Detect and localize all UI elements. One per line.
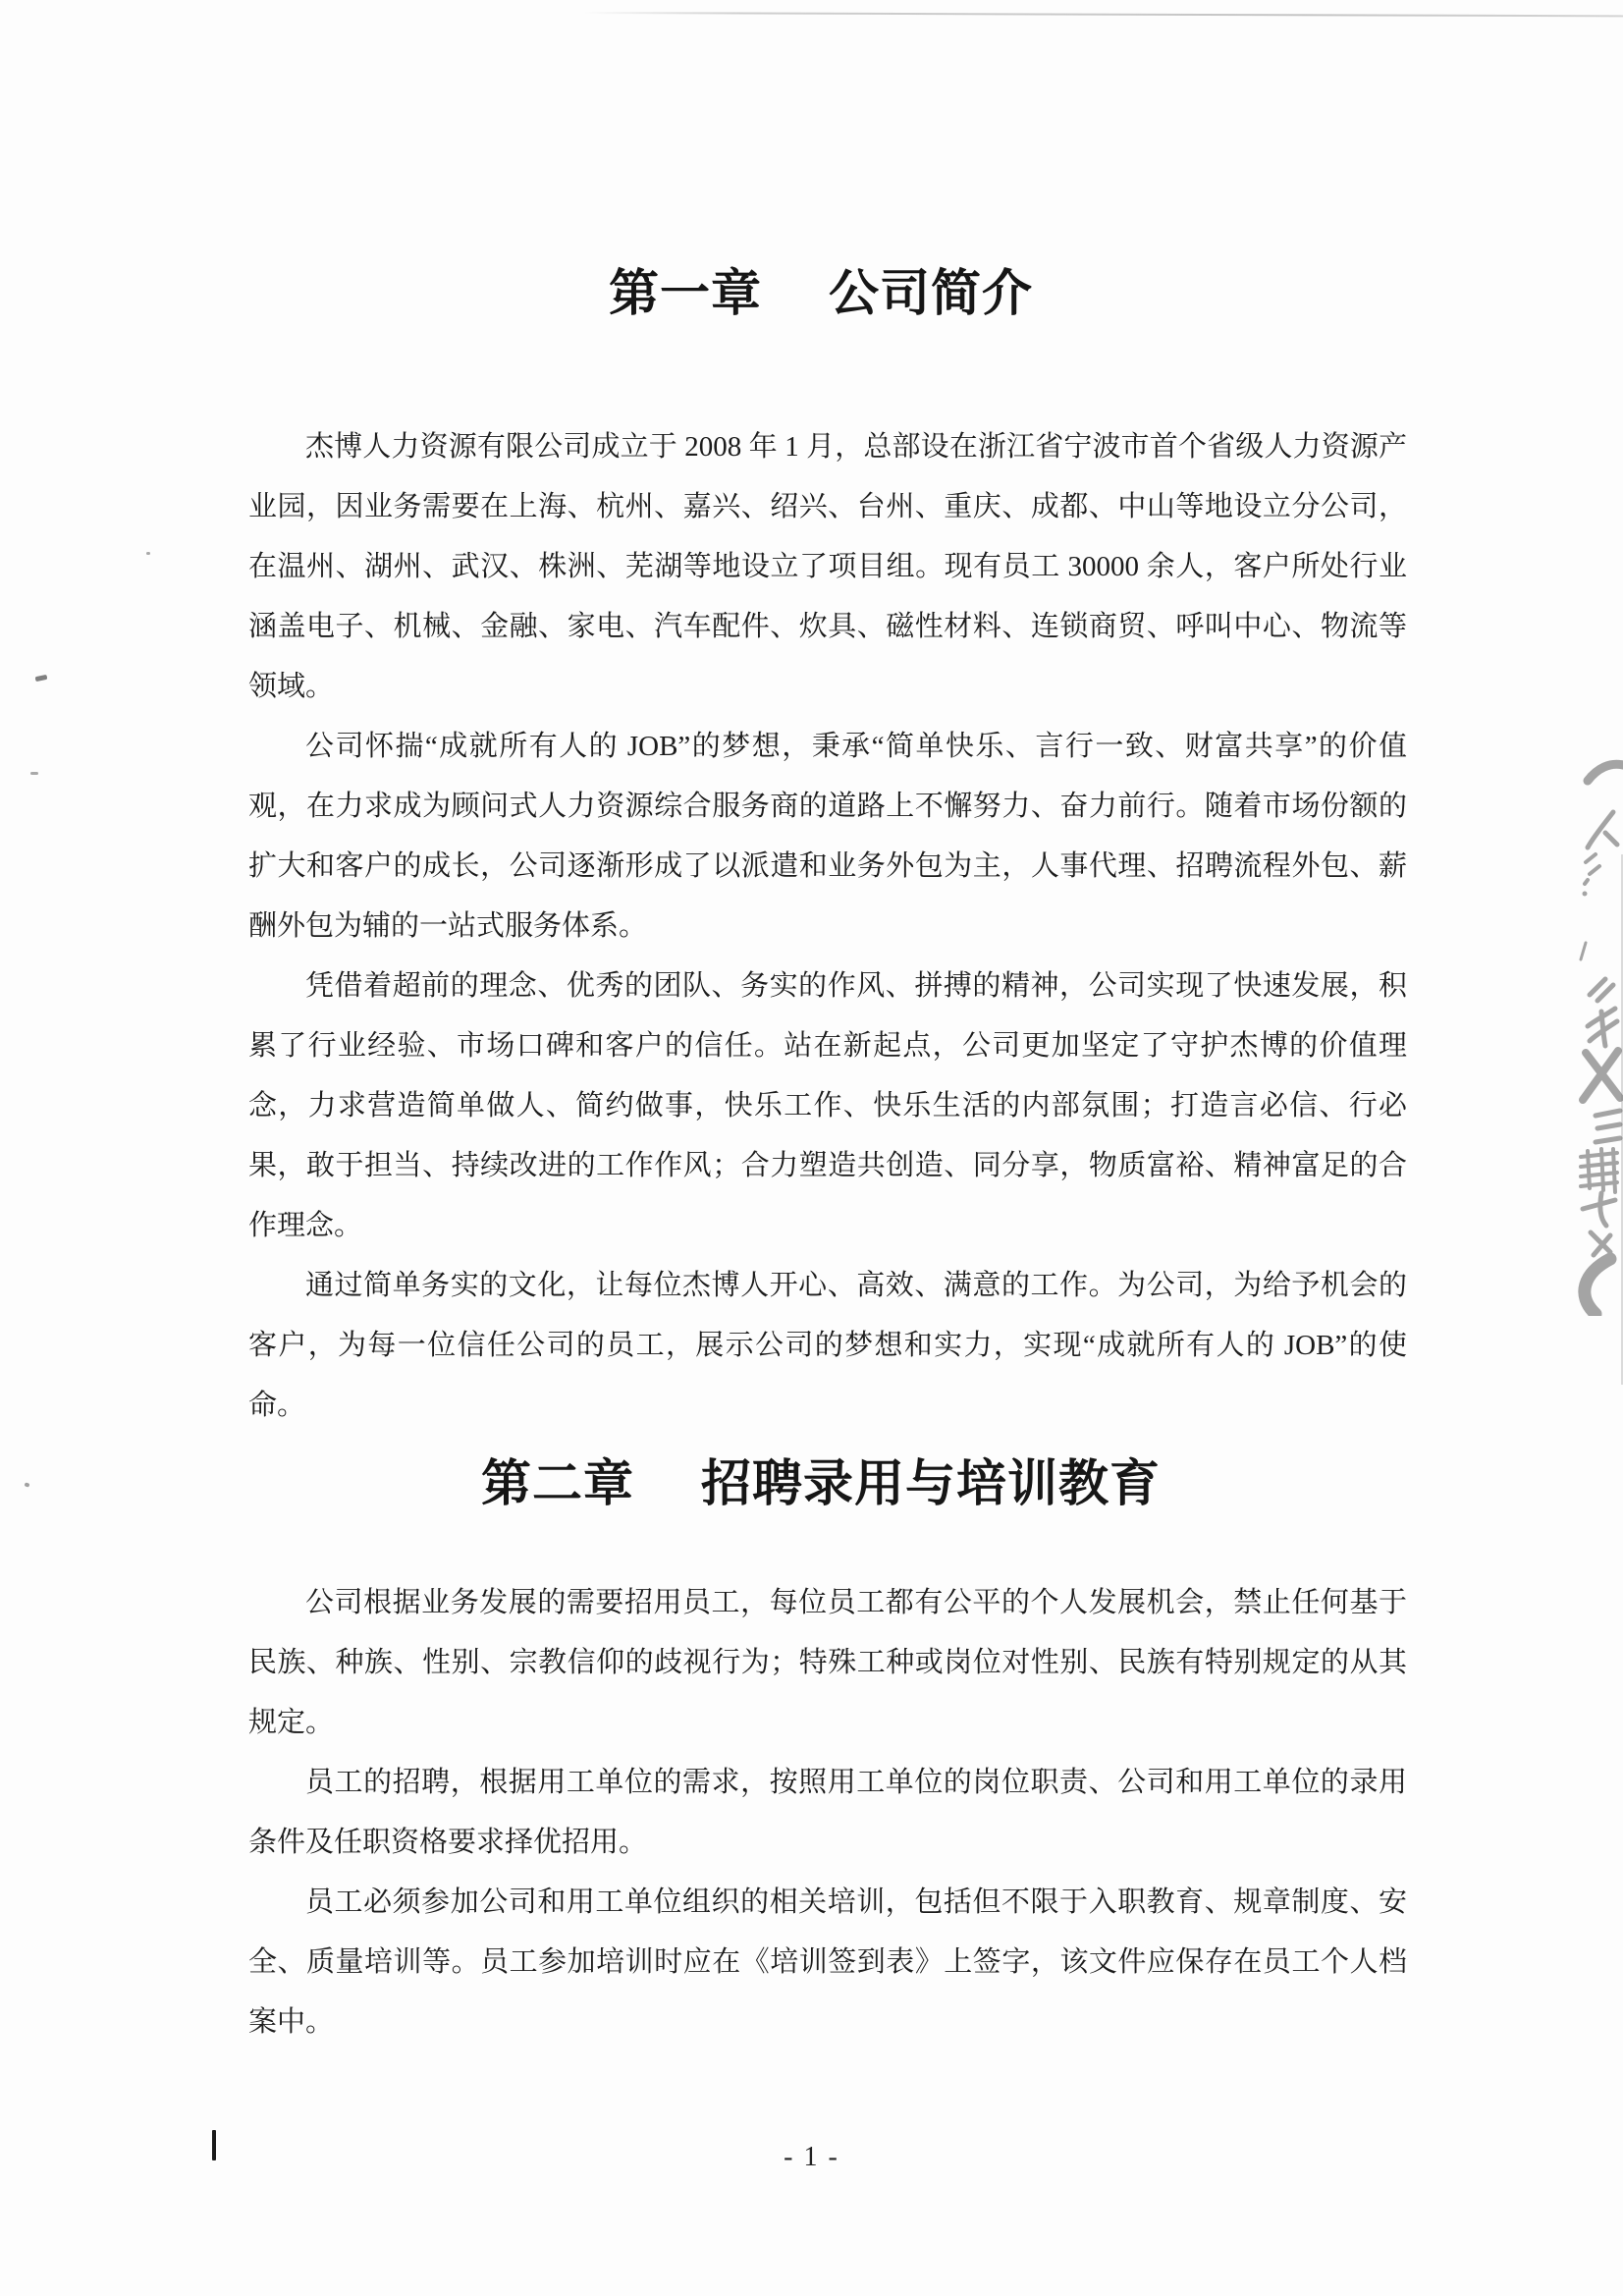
chapter-1-number: 第一章 bbox=[608, 267, 762, 322]
scan-speck bbox=[30, 772, 38, 775]
paragraph: 员工必须参加公司和用工单位组织的相关培训，包括但不限于入职教育、规章制度、安全、质量培训等。员工参加培训时应在《培训签到表》上签字，该文件应保存在员工个人档案中。 bbox=[248, 1886, 1407, 2038]
handwriting-ink-mark bbox=[1566, 756, 1623, 1316]
chapter-1-body bbox=[248, 417, 1407, 1436]
scan-speck bbox=[146, 552, 150, 555]
paragraph: 公司怀揣“成就所有人的 JOB”的梦想，秉承“简单快乐、言行一致、财富共享”的价值观，在力求成为顾问式人力资源综合服务商的道路上不懈努力、奋力前行。随着市场份额的扩大和客户的成长，公司逐渐形成了以派遣和业务外包为主，人事代理、招聘流程外包、薪酬外包为辅的一站式服务体系。 bbox=[248, 731, 1407, 942]
scan-artifact-line bbox=[584, 12, 1623, 17]
paragraph: 通过简单务实的文化，让每位杰博人开心、高效、满意的工作。为公司，为给予机会的客户，为每一位信任公司的员工，展示公司的梦想和实力，实现“成就所有人的 JOB”的使命。 bbox=[248, 1270, 1407, 1421]
chapter-2-heading bbox=[237, 1455, 1405, 1514]
chapter-2-number: 第二章 bbox=[480, 1457, 634, 1512]
paragraph: 公司根据业务发展的需要招用员工，每位员工都有公平的个人发展机会，禁止任何基于民族、种族、性别、宗教信仰的歧视行为；特殊工种或岗位对性别、民族有特别规定的从其规定。 bbox=[248, 1587, 1407, 1738]
paragraph: 杰博人力资源有限公司成立于 2008 年 1 月，总部设在浙江省宁波市首个省级人力资源产业园，因业务需要在上海、杭州、嘉兴、绍兴、台州、重庆、成都、中山等地设立分公司，在温州、湖州、武汉、株洲、芜湖等地设立了项目组。现有员工 30000 余人，客户所处行业涵盖电子、机械、金融、家电、汽车配件、炊具、磁性材料、连锁商贸、呼叫中心、物流等领域。 bbox=[248, 431, 1407, 702]
chapter-2-title: 招聘录用与培训教育 bbox=[701, 1457, 1162, 1512]
scan-tick-mark bbox=[212, 2130, 216, 2160]
scan-speck bbox=[35, 675, 48, 682]
chapter-2-body bbox=[248, 1573, 1407, 2052]
page-number: - 1 - bbox=[784, 2142, 839, 2172]
chapter-1-title: 公司简介 bbox=[829, 267, 1034, 322]
scan-speck bbox=[24, 1482, 29, 1487]
chapter-1-heading bbox=[237, 265, 1405, 324]
paragraph: 凭借着超前的理念、优秀的团队、务实的作风、拼搏的精神，公司实现了快速发展，积累了行业经验、市场口碑和客户的信任。站在新起点，公司更加坚定了守护杰博的价值理念，力求营造简单做人、简约做事，快乐工作、快乐生活的内部氛围；打造言必信、行必果，敢于担当、持续改进的工作作风；合力塑造共创造、同分享，物质富裕、精神富足的合作理念。 bbox=[248, 970, 1407, 1241]
paragraph: 员工的招聘，根据用工单位的需求，按照用工单位的岗位职责、公司和用工单位的录用条件及任职资格要求择优招用。 bbox=[248, 1767, 1407, 1858]
